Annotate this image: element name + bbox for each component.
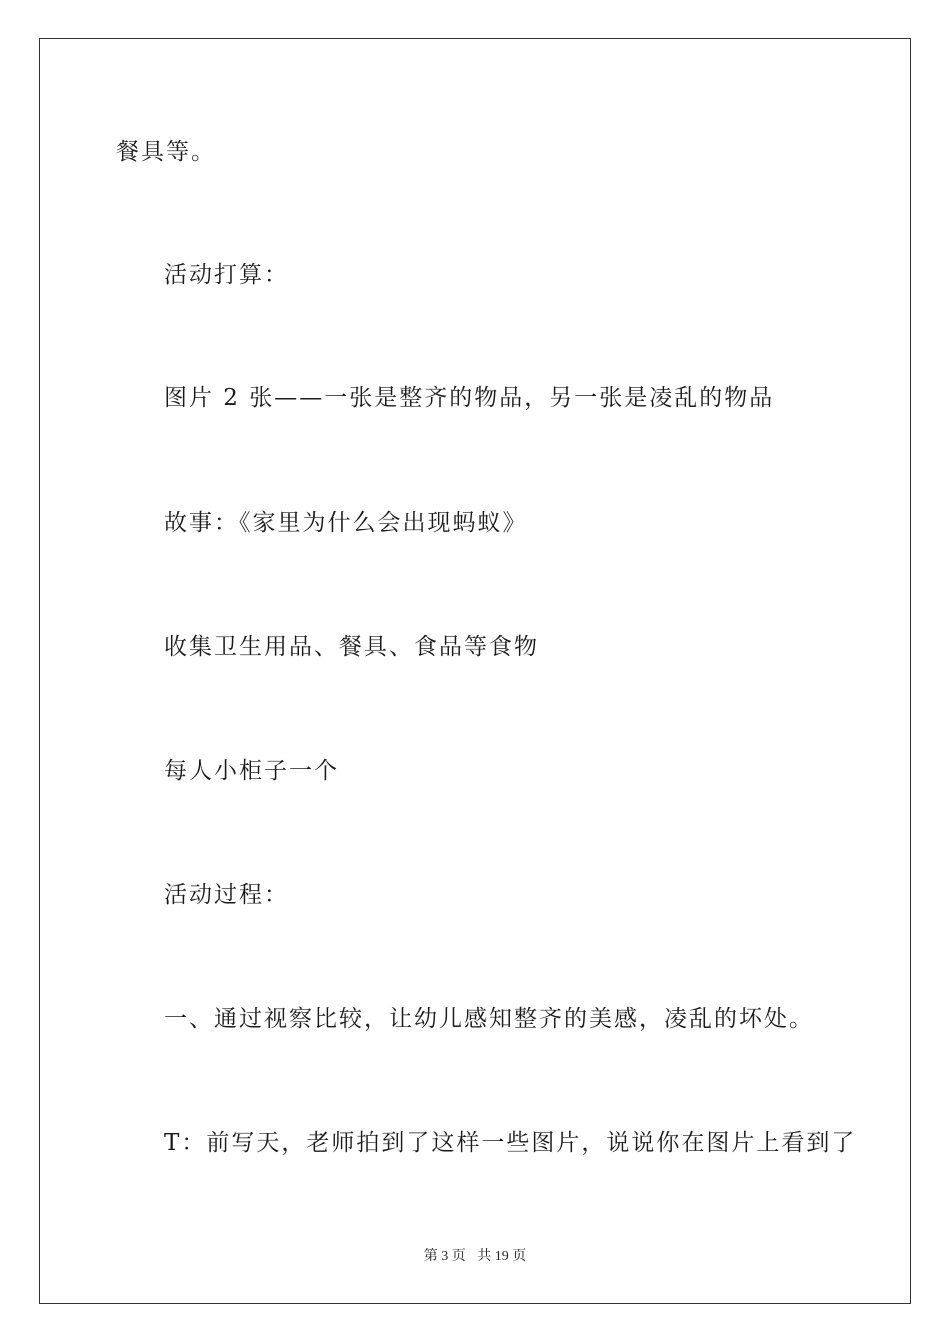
page-border xyxy=(39,38,911,1304)
page-footer xyxy=(0,1248,950,1266)
paragraph-8: 一、通过视察比较，让幼儿感知整齐的美感，凌乱的坏处。 xyxy=(164,1006,814,1032)
footer-page-number: 第 3 页 xyxy=(423,1249,466,1264)
paragraph-4: 故事：《家里为什么会出现蚂蚁》 xyxy=(164,510,528,536)
paragraph-6: 每人小柜子一个 xyxy=(164,758,339,784)
paragraph-9: T：前写天，老师拍到了这样一些图片，说说你在图片上看到了 xyxy=(164,1130,857,1156)
paragraph-2: 活动打算： xyxy=(164,262,289,288)
paragraph-5: 收集卫生用品、餐具、食品等食物 xyxy=(164,634,539,660)
paragraph-3: 图片 2 张——一张是整齐的物品，另一张是凌乱的物品 xyxy=(164,385,775,411)
paragraph-7: 活动过程： xyxy=(164,882,289,908)
paragraph-1: 餐具等。 xyxy=(116,139,216,165)
footer-total-pages: 共 19 页 xyxy=(477,1249,527,1264)
